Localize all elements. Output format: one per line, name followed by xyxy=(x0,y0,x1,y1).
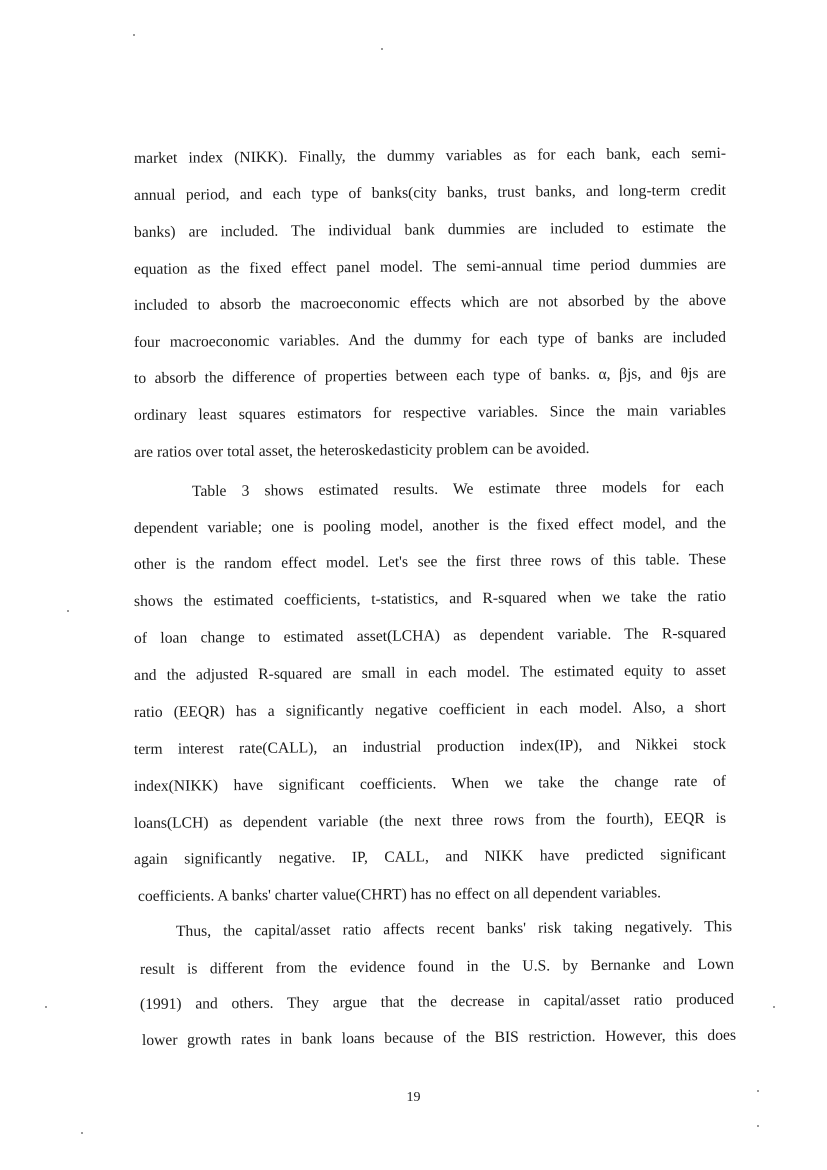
text-line: shows the estimated coefficients, t-statistics, and R-squared when we take the ratio xyxy=(133,587,727,610)
text-line: of loan change to estimated asset(LCHA) as dependent variable. The R-squared xyxy=(133,624,727,647)
text-line: included to absorb the macroeconomic effects which are not absorbed by the above xyxy=(133,291,727,314)
text-line: to absorb the difference of properties between each type of banks. α, βjs, and θjs are xyxy=(133,364,727,387)
text-line: (1991) and others. They argue that the decrease in capital/asset ratio produced xyxy=(139,990,735,1013)
text-line: again significantly negative. IP, CALL, and NIKK have predicted significant xyxy=(133,845,727,868)
text-line: other is the random effect model. Let's see the first three rows of this table. These xyxy=(133,550,727,573)
scan-speck xyxy=(81,1132,83,1134)
text-line: annual period, and each type of banks(city banks, trust banks, and long-term credit xyxy=(133,181,727,204)
text-line: and the adjusted R-squared are small in each model. The estimated equity to asset xyxy=(133,661,727,684)
scan-speck xyxy=(381,48,383,50)
text-line: ratio (EEQR) has a significantly negative coefficient in each model. Also, a short xyxy=(133,698,727,721)
text-line: Thus, the capital/asset ratio affects recent banks' risk taking negatively. This xyxy=(175,918,733,940)
scan-speck xyxy=(773,1006,775,1008)
text-line: ordinary least squares estimators for respective variables. Since the main variables xyxy=(133,401,727,424)
scan-speck xyxy=(45,1006,47,1008)
page-number: 19 xyxy=(406,1090,421,1105)
text-line: equation as the fixed effect panel model. The semi-annual time period dummies are xyxy=(133,255,727,278)
text-line: banks) are included. The individual bank dummies are included to estimate the xyxy=(133,218,727,241)
text-line: term interest rate(CALL), an industrial production index(IP), and Nikkei stock xyxy=(133,735,727,758)
scan-speck xyxy=(757,1125,759,1127)
text-line: Table 3 shows estimated results. We estimate three models for each xyxy=(191,478,725,500)
text-line: dependent variable; one is pooling model, another is the fixed effect model, and the xyxy=(133,514,727,537)
text-line: four macroeconomic variables. And the dummy for each type of banks are included xyxy=(133,328,727,351)
text-line: lower growth rates in bank loans because of the BIS restriction. However, this does xyxy=(141,1026,737,1049)
text-line: result is different from the evidence found in the U.S. by Bernanke and Lown xyxy=(139,955,735,978)
text-line: coefficients. A banks' charter value(CHRT) has no effect on all dependent variables. xyxy=(137,884,662,905)
text-line: index(NIKK) have significant coefficients. When we take the change rate of xyxy=(133,772,727,795)
text-line: market index (NIKK). Finally, the dummy variables as for each bank, each semi- xyxy=(133,144,727,167)
scan-speck xyxy=(67,610,69,612)
text-line: loans(LCH) as dependent variable (the next three rows from the fourth), EEQR is xyxy=(133,809,727,832)
scan-speck xyxy=(133,34,135,36)
text-line: are ratios over total asset, the heteroskedasticity problem can be avoided. xyxy=(133,440,590,461)
